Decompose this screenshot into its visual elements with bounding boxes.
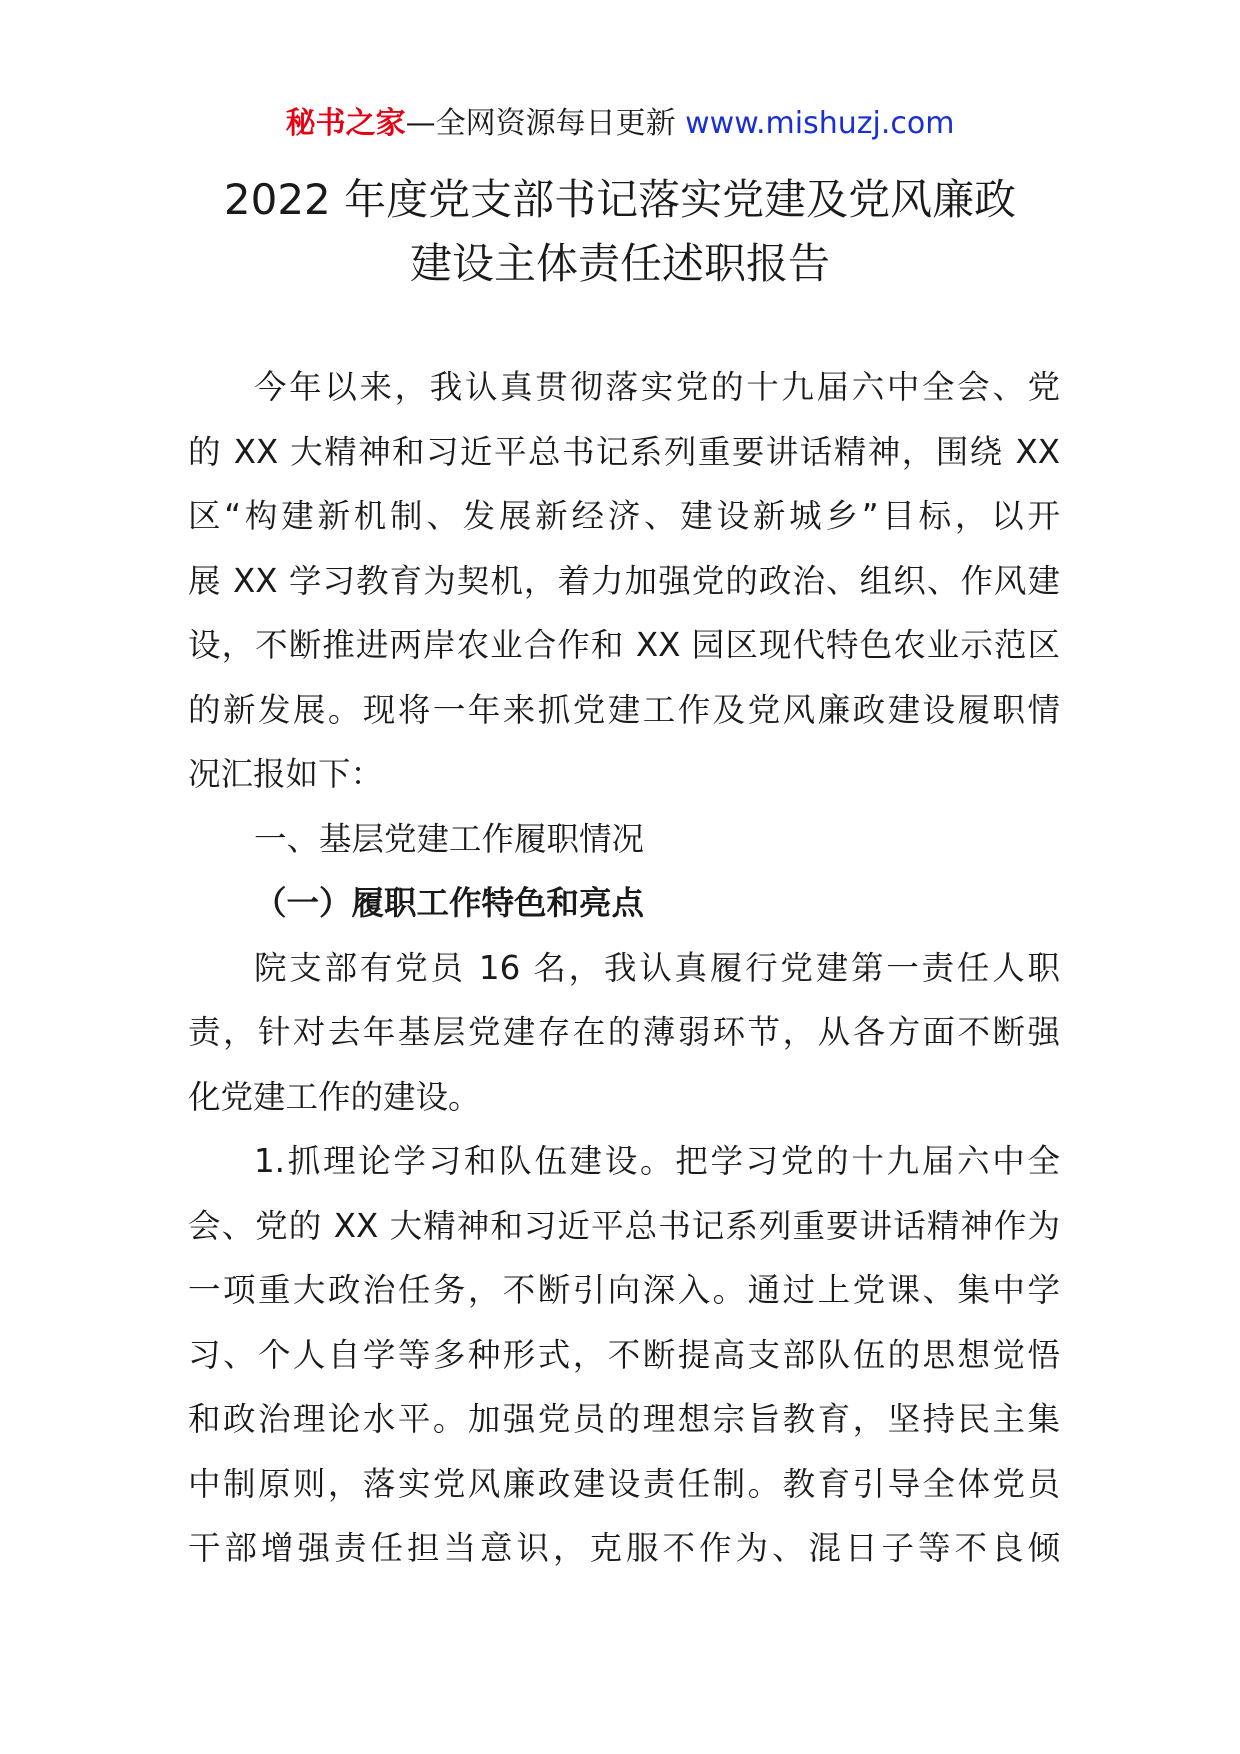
document-body [188, 355, 1060, 1581]
document-title [120, 168, 1120, 296]
text-line: 中制原则，落实党风廉政建设责任制。教育引导全体党员 [188, 1464, 1060, 1503]
text-line: 1.抓理论学习和队伍建设。把学习党的十九届六中全 [254, 1142, 1060, 1180]
text-line: 习、个人自学等多种形式，不断提高支部队伍的思想觉悟 [188, 1335, 1060, 1374]
text-line: 况汇报如下： [188, 755, 384, 793]
text-line: 的 XX 大精神和习近平总书记系列重要讲话精神，围绕 XX [188, 432, 1060, 471]
text-line: 化党建工作的建设。 [188, 1077, 481, 1116]
text-line: 院支部有党员 16 名，我认真履行党建第一责任人职 [254, 948, 1060, 987]
text-line: 区“构建新机制、发展新经济、建设新城乡”目标，以开 [188, 497, 1060, 535]
title-line-1: 2022 年度党支部书记落实党建及党风廉政 [223, 175, 1017, 224]
text-line: 展 XX 学习教育为契机，着力加强党的政治、组织、作风建 [188, 561, 1060, 600]
text-line: 一项重大政治任务，不断引向深入。通过上党课、集中学 [188, 1271, 1060, 1309]
text-line: 今年以来，我认真贯彻落实党的十九届六中全会、党 [254, 368, 1060, 406]
title-line-2: 建设主体责任述职报告 [409, 239, 830, 288]
text-line: 设，不断推进两岸农业合作和 XX 园区现代特色农业示范区 [188, 626, 1060, 664]
header-tagline: —全网资源每日更新 [405, 106, 676, 141]
brand-name: 秘书之家 [285, 106, 406, 141]
text-line: 和政治理论水平。加强党员的理想宗旨教育，坚持民主集 [188, 1400, 1060, 1438]
site-url-link[interactable]: www.mishuzj.com [685, 106, 955, 141]
section-heading-2: （一）履职工作特色和亮点 [254, 884, 645, 922]
site-header [0, 104, 1240, 144]
paragraph-party-members [188, 936, 1060, 1130]
text-line: 的新发展。现将一年来抓党建工作及党风廉政建设履职情 [188, 690, 1060, 729]
section-heading-1: 一、基层党建工作履职情况 [254, 819, 645, 858]
paragraph-intro [188, 355, 1060, 807]
paragraph-theory-study [188, 1129, 1060, 1581]
text-line: 责，针对去年基层党建存在的薄弱环节，从各方面不断强 [188, 1013, 1060, 1051]
text-line: 干部增强责任担当意识，克服不作为、混日子等不良倾 [188, 1529, 1060, 1567]
text-line: 会、党的 XX 大精神和习近平总书记系列重要讲话精神作为 [188, 1206, 1060, 1245]
